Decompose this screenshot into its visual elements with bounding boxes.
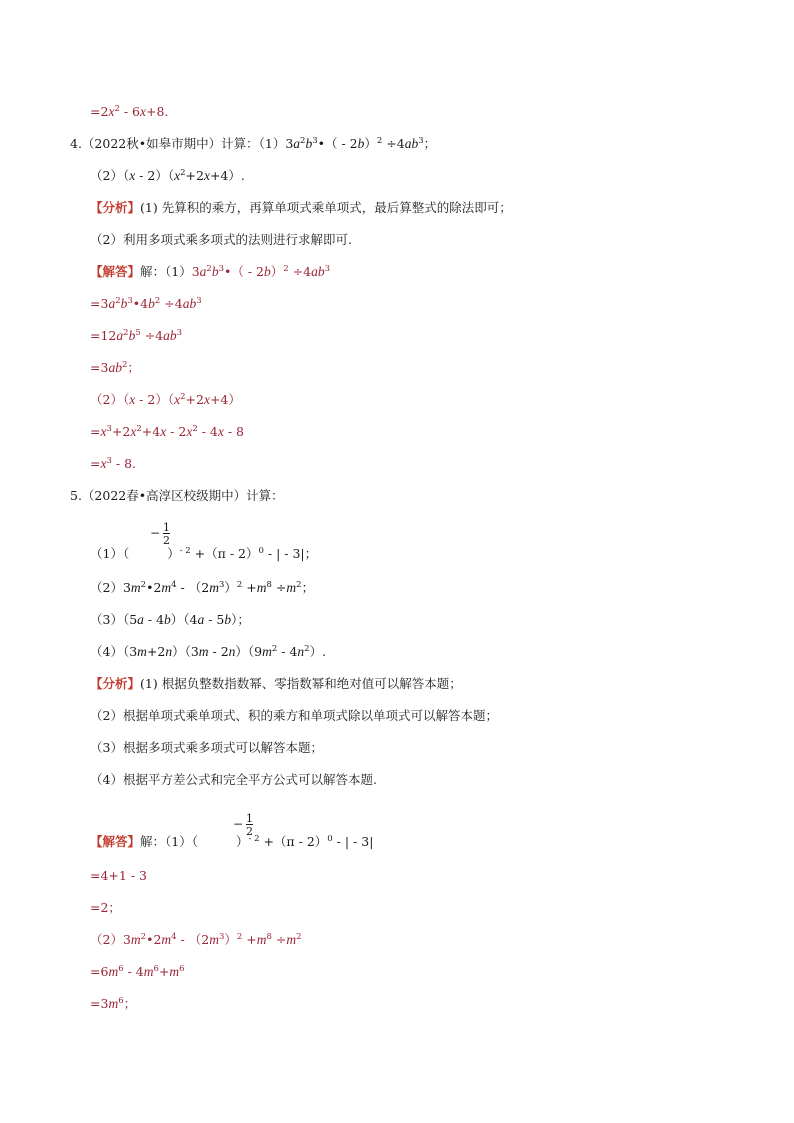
step-line: $=x^3+2x^2+4x - 2x^2 - 4x - 8$ [90,424,244,439]
answer-block [90,264,330,280]
answer-tag: 【解答】 [90,264,141,279]
step-line: $(2)3m^2•2m^4 - (2m^3)^2 +m^8 \div m^2$ [90,932,302,947]
step-line: $=3ab^2$； [90,360,140,375]
answer-label: 解：（1） [140,834,192,849]
step-expression: $3a^2b^3•( - 2b)^2 \div 4ab^3$ [191,264,331,279]
answer-tag: 【解答】 [90,834,141,849]
step-line: $=3a^2b^3•4b^2 \div 4ab^3$ [90,296,202,311]
step-line: =4+1 - 3 [90,868,147,883]
analysis-text: （2）利用多项式乘多项式的法则进行求解即可. [90,232,352,247]
question-4-heading: 4.（2022秋•如皋市期中）计算：$(1)3a^2b^3•( - 2b)^2 \div 4ab^3$； [70,136,437,151]
analysis-tag: 【分析】 [90,200,141,215]
step-line: $=2x^2 - 6x+8$. [90,104,169,119]
step-line: $=x^3 - 8$. [90,456,137,471]
fraction: $\frac{1}{2}$ [246,812,253,838]
analysis-text: (1) 先算积的乘方，再算单项式乘单项式，最后算整式的除法即可； [140,200,512,215]
analysis-text: （2）根据单项式乘单项式、积的乘方和单项式除以单项式可以解答本题； [90,708,498,723]
step-line: $(2)(x - 2)(x^2+2x+4)$ [90,392,241,407]
answer-label: 解：（1） [140,264,192,279]
step-line: =2； [90,900,121,915]
step-line: $=6m^6 - 4m^6+m^6$ [90,964,185,979]
fraction: $\frac{1}{2}$ [163,521,170,547]
analysis-text: (1) 根据负整数指数幂、零指数幂和绝对值可以解答本题； [140,676,462,691]
question-5-part-2: $(2)3m^2•2m^4 - (2m^3)^2 +m^8 \div m^2$； [90,580,315,595]
question-5-part-1: （1）（ ）$^{- 2}$ +（π - 2）$^0$ - | - 3|； [90,546,318,561]
question-5-part-3: （3）（5a - 4b）（4a - 5b）； [90,612,250,627]
analysis-text: （4）根据平方差公式和完全平方公式可以解答本题. [90,772,377,787]
analysis-block [90,200,512,216]
analysis-text: （3）根据多项式乘多项式可以解答本题； [90,740,323,755]
question-5-heading: 5.（2022春•高淳区校级期中）计算： [70,488,284,503]
step-line: $=12a^2b^5 \div 4ab^3$ [90,328,183,343]
answer-block: 【解答】解：（1）（ ）$^{- 2}$ +（π - 2）$^0$ - | - 3| [90,834,374,849]
analysis-tag: 【分析】 [90,676,141,691]
minus-sign: − [233,817,244,831]
minus-sign: − [150,526,161,540]
question-4-part-2: $(2)(x - 2)(x^2+2x+4)$. [90,168,245,183]
analysis-block [90,676,462,692]
question-5-part-4: $(4)(3m+2n)(3m - 2n)(9m^2 - 4n^2)$. [90,644,327,659]
step-line: $=3m^6$； [90,996,137,1011]
